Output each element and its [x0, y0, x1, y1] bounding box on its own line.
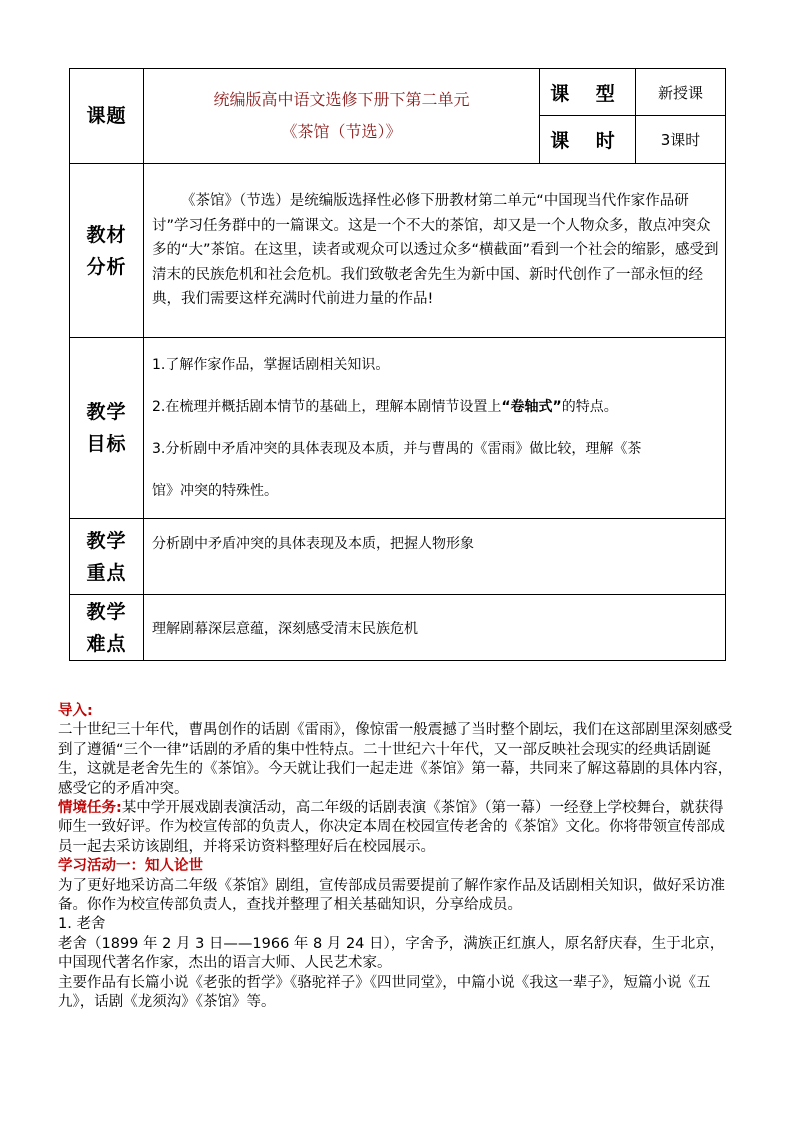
task-heading: 情境任务:	[58, 800, 122, 817]
analysis-label-line2: 分析	[86, 255, 127, 278]
activity-text: 为了更好地采访高二年级《茶馆》剧组，宣传部成员需要提前了解作家作品及话剧相关知识，做好采访准备。你作为校宣传部负责人，查找并整理了相关基础知识，分享给成员。	[58, 877, 725, 914]
intro-heading: 导入:	[58, 703, 93, 719]
difficulty-label	[70, 595, 144, 661]
diff-label-line2: 难点	[86, 632, 127, 655]
goal-2-emphasis: “卷轴式”	[501, 399, 562, 415]
topic-title-line1: 统编版高中语文选修下册下第二单元	[213, 90, 470, 109]
goals-label	[70, 338, 144, 519]
goal-2: 2.在梳理并概括剧本情节的基础上，理解本剧情节设置上“卷轴式”的特点。	[152, 399, 618, 415]
activity-heading: 学习活动一：知人论世	[58, 858, 203, 875]
topic-title-cell	[144, 69, 540, 164]
analysis-label	[70, 164, 144, 338]
goal-3-line1: 3.分析剧中矛盾冲突的具体表现及本质，并与曹禺的《雷雨》做比较，理解《茶	[152, 441, 642, 457]
key-label-line1: 教学	[86, 529, 127, 552]
goals-label-line2: 目标	[86, 433, 127, 455]
item-1-heading: 1. 老舍	[58, 916, 106, 933]
intro-text: 二十世纪三十年代，曹禺创作的话剧《雷雨》，像惊雷一般震撼了当时整个剧坛，我们在这部剧里深刻感受到了遵循“三个一律”话剧的矛盾的集中性特点。二十世纪六十年代，又一部反映社会现实的经典话剧诞生，这就是老舍先生的《茶馆》。今天就让我们一起走进《茶馆》第一幕，共同来了解这幕剧的具体内容，感受它的矛盾冲突。	[58, 722, 733, 797]
topic-label: 课题	[70, 69, 144, 164]
goals-label-line1: 教学	[86, 401, 127, 423]
diff-label-line1: 教学	[86, 600, 127, 623]
author-bio: 老舍（1899 年 2 月 3 日——1966 年 8 月 24 日），字舍予，满族正红旗人，原名舒庆春，生于北京，中国现代著名作家，杰出的语言大师、人民艺术家。	[58, 935, 725, 972]
task-text: 某中学开展戏剧表演活动，高二年级的话剧表演《茶馆》（第一幕）一经登上学校舞台，就获得师生一致好评。作为校宣传部的负责人，你决定本周在校园宣传老舍的《茶馆》文化。你将带领宣传部成员一起去采访该剧组，并将采访资料整理好后在校园展示。	[58, 800, 725, 855]
lesson-hours-label: 课 时	[540, 116, 636, 164]
lesson-plan-table	[69, 68, 726, 661]
key-label-line2: 重点	[86, 561, 127, 584]
analysis-label-line1: 教材	[86, 223, 127, 246]
key-points-label	[70, 519, 144, 595]
goals-cell	[144, 338, 726, 519]
analysis-text: 《茶馆》（节选）是统编版选择性必修下册教材第二单元“中国现当代作家作品研讨”学习任务群中的一篇课文。这是一个不大的茶馆，却又是一个人物众多，散点冲突众多的“大”茶馆。在这里，读者或观众可以透过众多“横截面”看到一个社会的缩影，感受到清末的民族危机和社会危机。我们致敬老舍先生为新中国、新时代创作了一部永恒的经典，我们需要这样充满时代前进力量的作品!	[144, 164, 726, 338]
lesson-type-value: 新授课	[636, 69, 726, 116]
topic-title-line2: 《茶馆（节选）》	[281, 122, 402, 141]
difficulty-text: 理解剧幕深层意蕴，深刻感受清末民族危机	[144, 595, 726, 661]
author-works: 主要作品有长篇小说《老张的哲学》《骆驼祥子》《四世同堂》，中篇小说《我这一辈子》，短篇小说《五九》，话剧《龙须沟》《茶馆》等。	[58, 974, 711, 1011]
task-paragraph	[58, 799, 738, 857]
lesson-hours-value: 3课时	[636, 116, 726, 164]
lesson-type-label: 课 型	[540, 69, 636, 116]
goal-3-line2: 馆》冲突的特殊性。	[152, 483, 278, 499]
lesson-body	[58, 702, 738, 1013]
key-points-text: 分析剧中矛盾冲突的具体表现及本质，把握人物形象	[144, 519, 726, 595]
goal-1: 1.了解作家作品，掌握话剧相关知识。	[152, 357, 390, 373]
